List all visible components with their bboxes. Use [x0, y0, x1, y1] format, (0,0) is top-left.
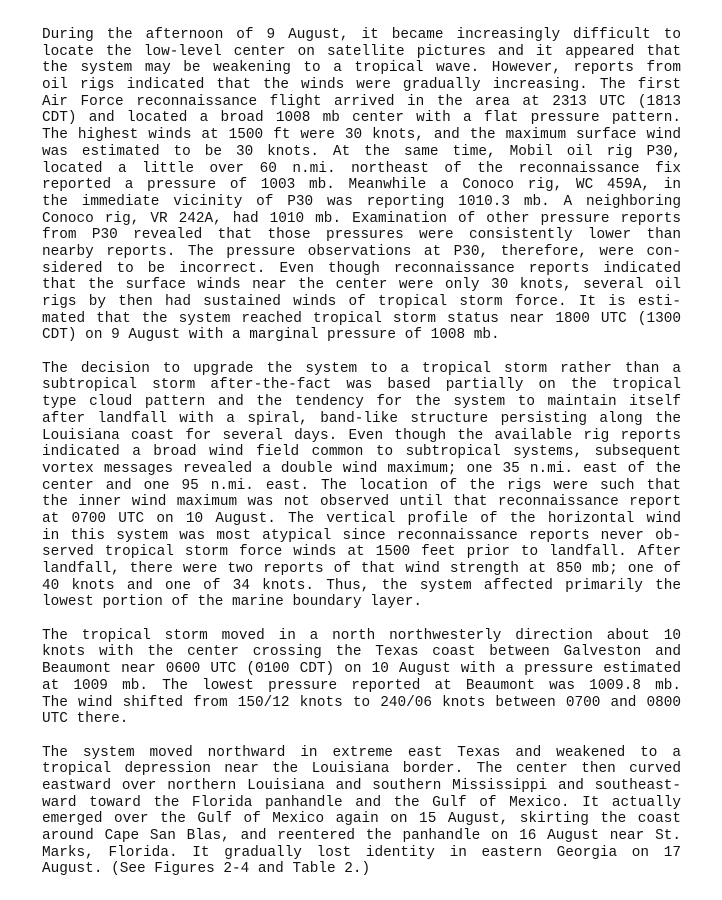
text-line: Louisiana coast for several days. Even though the available rig reports	[42, 427, 681, 444]
text-line: Conoco rig, VR 242A, had 1010 mb. Examination of other pressure reports	[42, 210, 681, 227]
text-line: located a little over 60 n.mi. northeast of the reconnaissance fix	[42, 160, 681, 177]
text-line: landfall, there were two reports of that wind strength at 850 mb; one of	[42, 561, 681, 577]
text-line: after landfall with a spiral, band-like structure persisting along the	[42, 410, 681, 427]
text-line: sidered to be incorrect. Even though reconnaissance reports indicated	[42, 260, 681, 277]
text-line: UTC there.	[42, 711, 129, 728]
text-line: The wind shifted from 150/12 knots to 240/06 knots between 0700 and 0800	[42, 694, 681, 711]
text-line: from P30 revealed that those pressures were consistently lower than	[42, 227, 681, 244]
text-line: reported a pressure of 1003 mb. Meanwhile a Conoco rig, WC 459A, in	[42, 177, 681, 194]
text-line: rigs by then had sustained winds of tropical storm force. It is esti-	[42, 294, 681, 310]
text-line: the immediate vicinity of P30 was reporting 1010.3 mb. A neighboring	[42, 193, 681, 210]
paragraph-1	[42, 27, 681, 344]
text-line: type cloud pattern and the tendency for the system to maintain itself	[42, 394, 681, 411]
text-line: tropical depression near the Louisiana border. The center then curved	[42, 761, 681, 778]
text-line: was estimated to be 30 knots. At the same time, Mobil oil rig P30,	[42, 143, 681, 160]
text-line: subtropical storm after-the-fact was based partially on the tropical	[42, 377, 681, 394]
text-line: indicated a broad wind field common to subtropical systems, subsequent	[42, 444, 681, 461]
text-line: served tropical storm force winds at 1500 feet prior to landfall. After	[42, 544, 681, 561]
document-page	[42, 27, 681, 895]
text-line: CDT) on 9 August with a marginal pressure of 1008 mb.	[42, 327, 500, 344]
text-line: knots with the center crossing the Texas coast between Galveston and	[42, 644, 681, 661]
text-line: vortex messages revealed a double wind maximum; one 35 n.mi. east of the	[42, 460, 681, 477]
text-line: 40 knots and one of 34 knots. Thus, the system affected primarily the	[42, 577, 681, 594]
text-line: center and one 95 n.mi. east. The location of the rigs were such that	[42, 477, 681, 494]
text-line: ward toward the Florida panhandle and the Gulf of Mexico. It actually	[42, 794, 681, 811]
text-line: CDT) and located a broad 1008 mb center with a flat pressure pattern.	[42, 110, 681, 127]
text-line: around Cape San Blas, and reentered the panhandle on 16 August near St.	[42, 828, 681, 844]
text-line: Marks, Florida. It gradually lost identity in eastern Georgia on 17	[42, 844, 681, 861]
text-line: the inner wind maximum was not observed until that reconnaissance report	[42, 494, 681, 511]
paragraph-4	[42, 745, 681, 879]
text-line: locate the low-level center on satellite pictures and it appeared that	[42, 43, 681, 60]
text-line: The highest winds at 1500 ft were 30 knots, and the maximum surface wind	[42, 127, 681, 144]
text-line: in this system was most atypical since reconnaissance reports never ob-	[42, 527, 681, 544]
text-line: lowest portion of the marine boundary layer.	[42, 594, 422, 611]
text-line: the system may be weakening to a tropical wave. However, reports from	[42, 60, 681, 77]
text-line: eastward over northern Louisiana and southern Mississippi and southeast-	[42, 777, 681, 794]
text-line: Air Force reconnaissance flight arrived in the area at 2313 UTC (1813	[42, 93, 681, 110]
text-line: nearby reports. The pressure observations at P30, therefore, were con-	[42, 243, 681, 260]
text-line: emerged over the Gulf of Mexico again on 15 August, skirting the coast	[42, 811, 681, 828]
text-line: The tropical storm moved in a north northwesterly direction about 10	[42, 627, 681, 644]
text-line: August. (See Figures 2-4 and Table 2.)	[42, 861, 371, 878]
text-line: The system moved northward in extreme east Texas and weakened to a	[42, 744, 681, 761]
text-line: oil rigs indicated that the winds were gradually increasing. The first	[42, 77, 681, 94]
text-line: that the surface winds near the center were only 30 knots, several oil	[42, 277, 681, 294]
text-line: at 0700 UTC on 10 August. The vertical profile of the horizontal wind	[42, 510, 681, 527]
text-line: Beaumont near 0600 UTC (0100 CDT) on 10 August with a pressure estimated	[42, 661, 681, 678]
text-line: at 1009 mb. The lowest pressure reported at Beaumont was 1009.8 mb.	[42, 677, 681, 694]
paragraph-2	[42, 361, 681, 611]
text-line: The decision to upgrade the system to a tropical storm rather than a	[42, 360, 681, 377]
text-line: During the afternoon of 9 August, it became increasingly difficult to	[42, 27, 681, 43]
text-line: mated that the system reached tropical storm status near 1800 UTC (1300	[42, 310, 681, 327]
paragraph-3	[42, 628, 681, 728]
